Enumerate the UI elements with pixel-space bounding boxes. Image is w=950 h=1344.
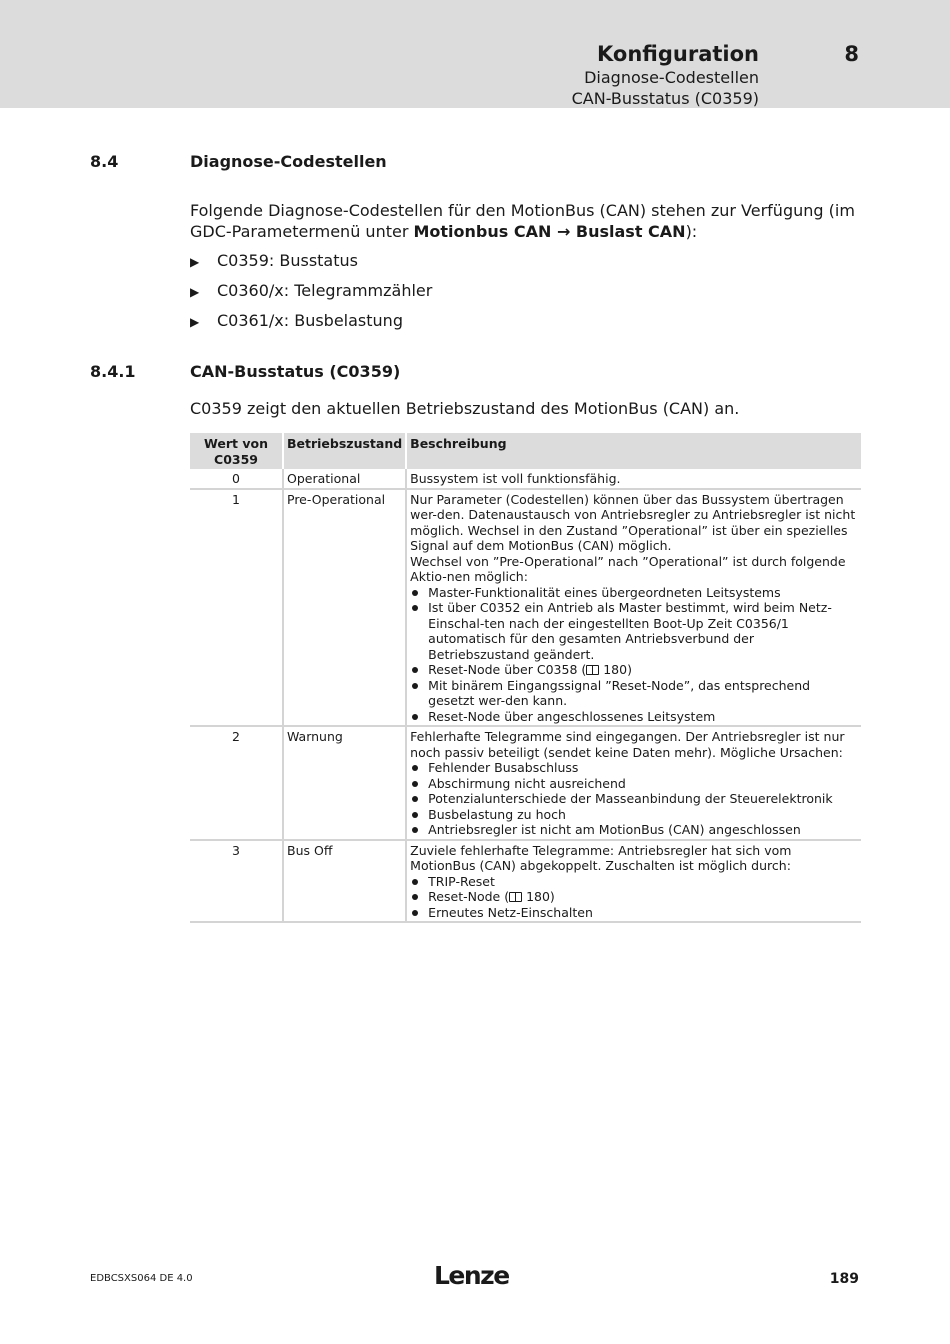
chapter-number: 8 <box>844 42 859 66</box>
cell-description <box>406 489 861 727</box>
book-reference-icon <box>586 665 598 675</box>
description-text: Bussystem ist voll funktionsfähig. <box>410 471 621 486</box>
cell-value: 1 <box>190 489 283 727</box>
menu-path: Motionbus CAN → Buslast CAN <box>413 222 686 241</box>
codestellen-list <box>190 250 432 340</box>
list-item: Erneutes Netz-Einschalten <box>410 905 858 921</box>
action-list <box>410 585 858 725</box>
cell-description <box>406 840 861 923</box>
list-item-label: C0359: Busstatus <box>217 251 358 270</box>
list-item-label: C0360/x: Telegrammzähler <box>217 281 433 300</box>
page-header <box>0 0 950 108</box>
page-reference[interactable]: 180) <box>526 889 555 904</box>
list-item-label: Reset-Node über C0358 ( <box>428 662 587 677</box>
description-text: Nur Parameter (Codestellen) können über das Bussystem übertragen wer-den. Datenaustausch von Antriebsregler zu Antriebsregler ist nicht möglich. Wechsel in den Zustand ”Operational” ist über ein spezielles Signal auf dem MotionBus (CAN) möglich. <box>410 491 856 553</box>
table-row <box>190 489 861 727</box>
lenze-logo: Lenze <box>434 1261 509 1290</box>
header-description: Beschreibung <box>406 433 861 469</box>
list-item: TRIP-Reset <box>410 874 858 890</box>
header-title: Konfiguration <box>597 42 759 66</box>
reset-list <box>410 874 858 921</box>
cell-state: Pre-Operational <box>283 489 406 727</box>
section-number: 8.4 <box>90 152 119 171</box>
description-text: Wechsel von ”Pre-Operational” nach ”Operational” ist durch folgende Aktio-nen möglich: <box>410 553 846 584</box>
header-value: Wert von C0359 <box>190 433 283 469</box>
cell-description <box>406 726 861 840</box>
list-item-label: C0361/x: Busbelastung <box>217 311 403 330</box>
subsection-paragraph: C0359 zeigt den aktuellen Betriebszustand des MotionBus (CAN) an. <box>190 399 740 418</box>
list-item <box>410 662 858 678</box>
list-item <box>190 280 432 310</box>
subsection-number: 8.4.1 <box>90 362 136 381</box>
cause-list <box>410 760 858 838</box>
intro-paragraph <box>190 200 862 242</box>
intro-text: Folgende Diagnose-Codestellen für den MotionBus (CAN) stehen zur Verfügung (im GDC-Parametermenü unter <box>190 201 855 241</box>
cell-state: Operational <box>283 469 406 489</box>
description-text: Fehlerhafte Telegramme sind eingegangen. Der Antriebsregler ist nur noch passiv beteiligt (sendet keine Daten mehr). Mögliche Ursachen: <box>410 729 845 760</box>
cell-description <box>406 469 861 489</box>
subsection-title: CAN-Busstatus (C0359) <box>190 362 401 381</box>
list-item: Reset-Node über angeschlossenes Leitsystem <box>410 709 858 725</box>
section-title: Diagnose-Codestellen <box>190 152 387 171</box>
description-text: Zuviele fehlerhafte Telegramme: Antriebsregler hat sich vom MotionBus (CAN) abgekoppelt. Zuschalten ist möglich durch: <box>410 842 792 873</box>
list-item: Antriebsregler ist nicht am MotionBus (CAN) angeschlossen <box>410 822 858 838</box>
cell-value: 3 <box>190 840 283 923</box>
page-reference[interactable]: 180) <box>603 662 632 677</box>
list-item: Master-Funktionalität eines übergeordneten Leitsystems <box>410 585 858 601</box>
table-row <box>190 469 861 489</box>
list-item: Potenzialunterschiede der Masseanbindung der Steuerelektronik <box>410 791 858 807</box>
triangle-bullet-icon: ▶ <box>190 315 200 329</box>
list-item <box>410 889 858 905</box>
book-reference-icon <box>509 892 521 902</box>
table-row <box>190 726 861 840</box>
cell-state: Bus Off <box>283 840 406 923</box>
list-item: Busbelastung zu hoch <box>410 807 858 823</box>
cell-state: Warnung <box>283 726 406 840</box>
document-id: EDBCSXS064 DE 4.0 <box>90 1273 193 1284</box>
intro-end: ): <box>685 222 698 241</box>
header-subtitle-2: CAN-Busstatus (C0359) <box>571 89 759 108</box>
bus-status-table <box>190 433 861 923</box>
list-item: Abschirmung nicht ausreichend <box>410 776 858 792</box>
cell-value: 2 <box>190 726 283 840</box>
list-item: Ist über C0352 ein Antrieb als Master bestimmt, wird beim Netz-Einschal-ten nach der eingestellten Boot-Up Zeit C0356/1 automatisch für den gesamten Antriebsverbund der Betriebszustand geändert. <box>410 600 858 662</box>
triangle-bullet-icon: ▶ <box>190 255 200 269</box>
list-item <box>190 310 432 340</box>
list-item: Fehlender Busabschluss <box>410 760 858 776</box>
header-state: Betriebszustand <box>283 433 406 469</box>
triangle-bullet-icon: ▶ <box>190 285 200 299</box>
list-item <box>190 250 432 280</box>
table-header-row <box>190 433 861 469</box>
cell-value: 0 <box>190 469 283 489</box>
page-number: 189 <box>829 1271 859 1287</box>
list-item-label: Reset-Node ( <box>428 889 510 904</box>
table-row <box>190 840 861 923</box>
header-subtitle-1: Diagnose-Codestellen <box>584 68 759 87</box>
list-item: Mit binärem Eingangssignal ”Reset-Node”, das entsprechend gesetzt wer-den kann. <box>410 678 858 709</box>
